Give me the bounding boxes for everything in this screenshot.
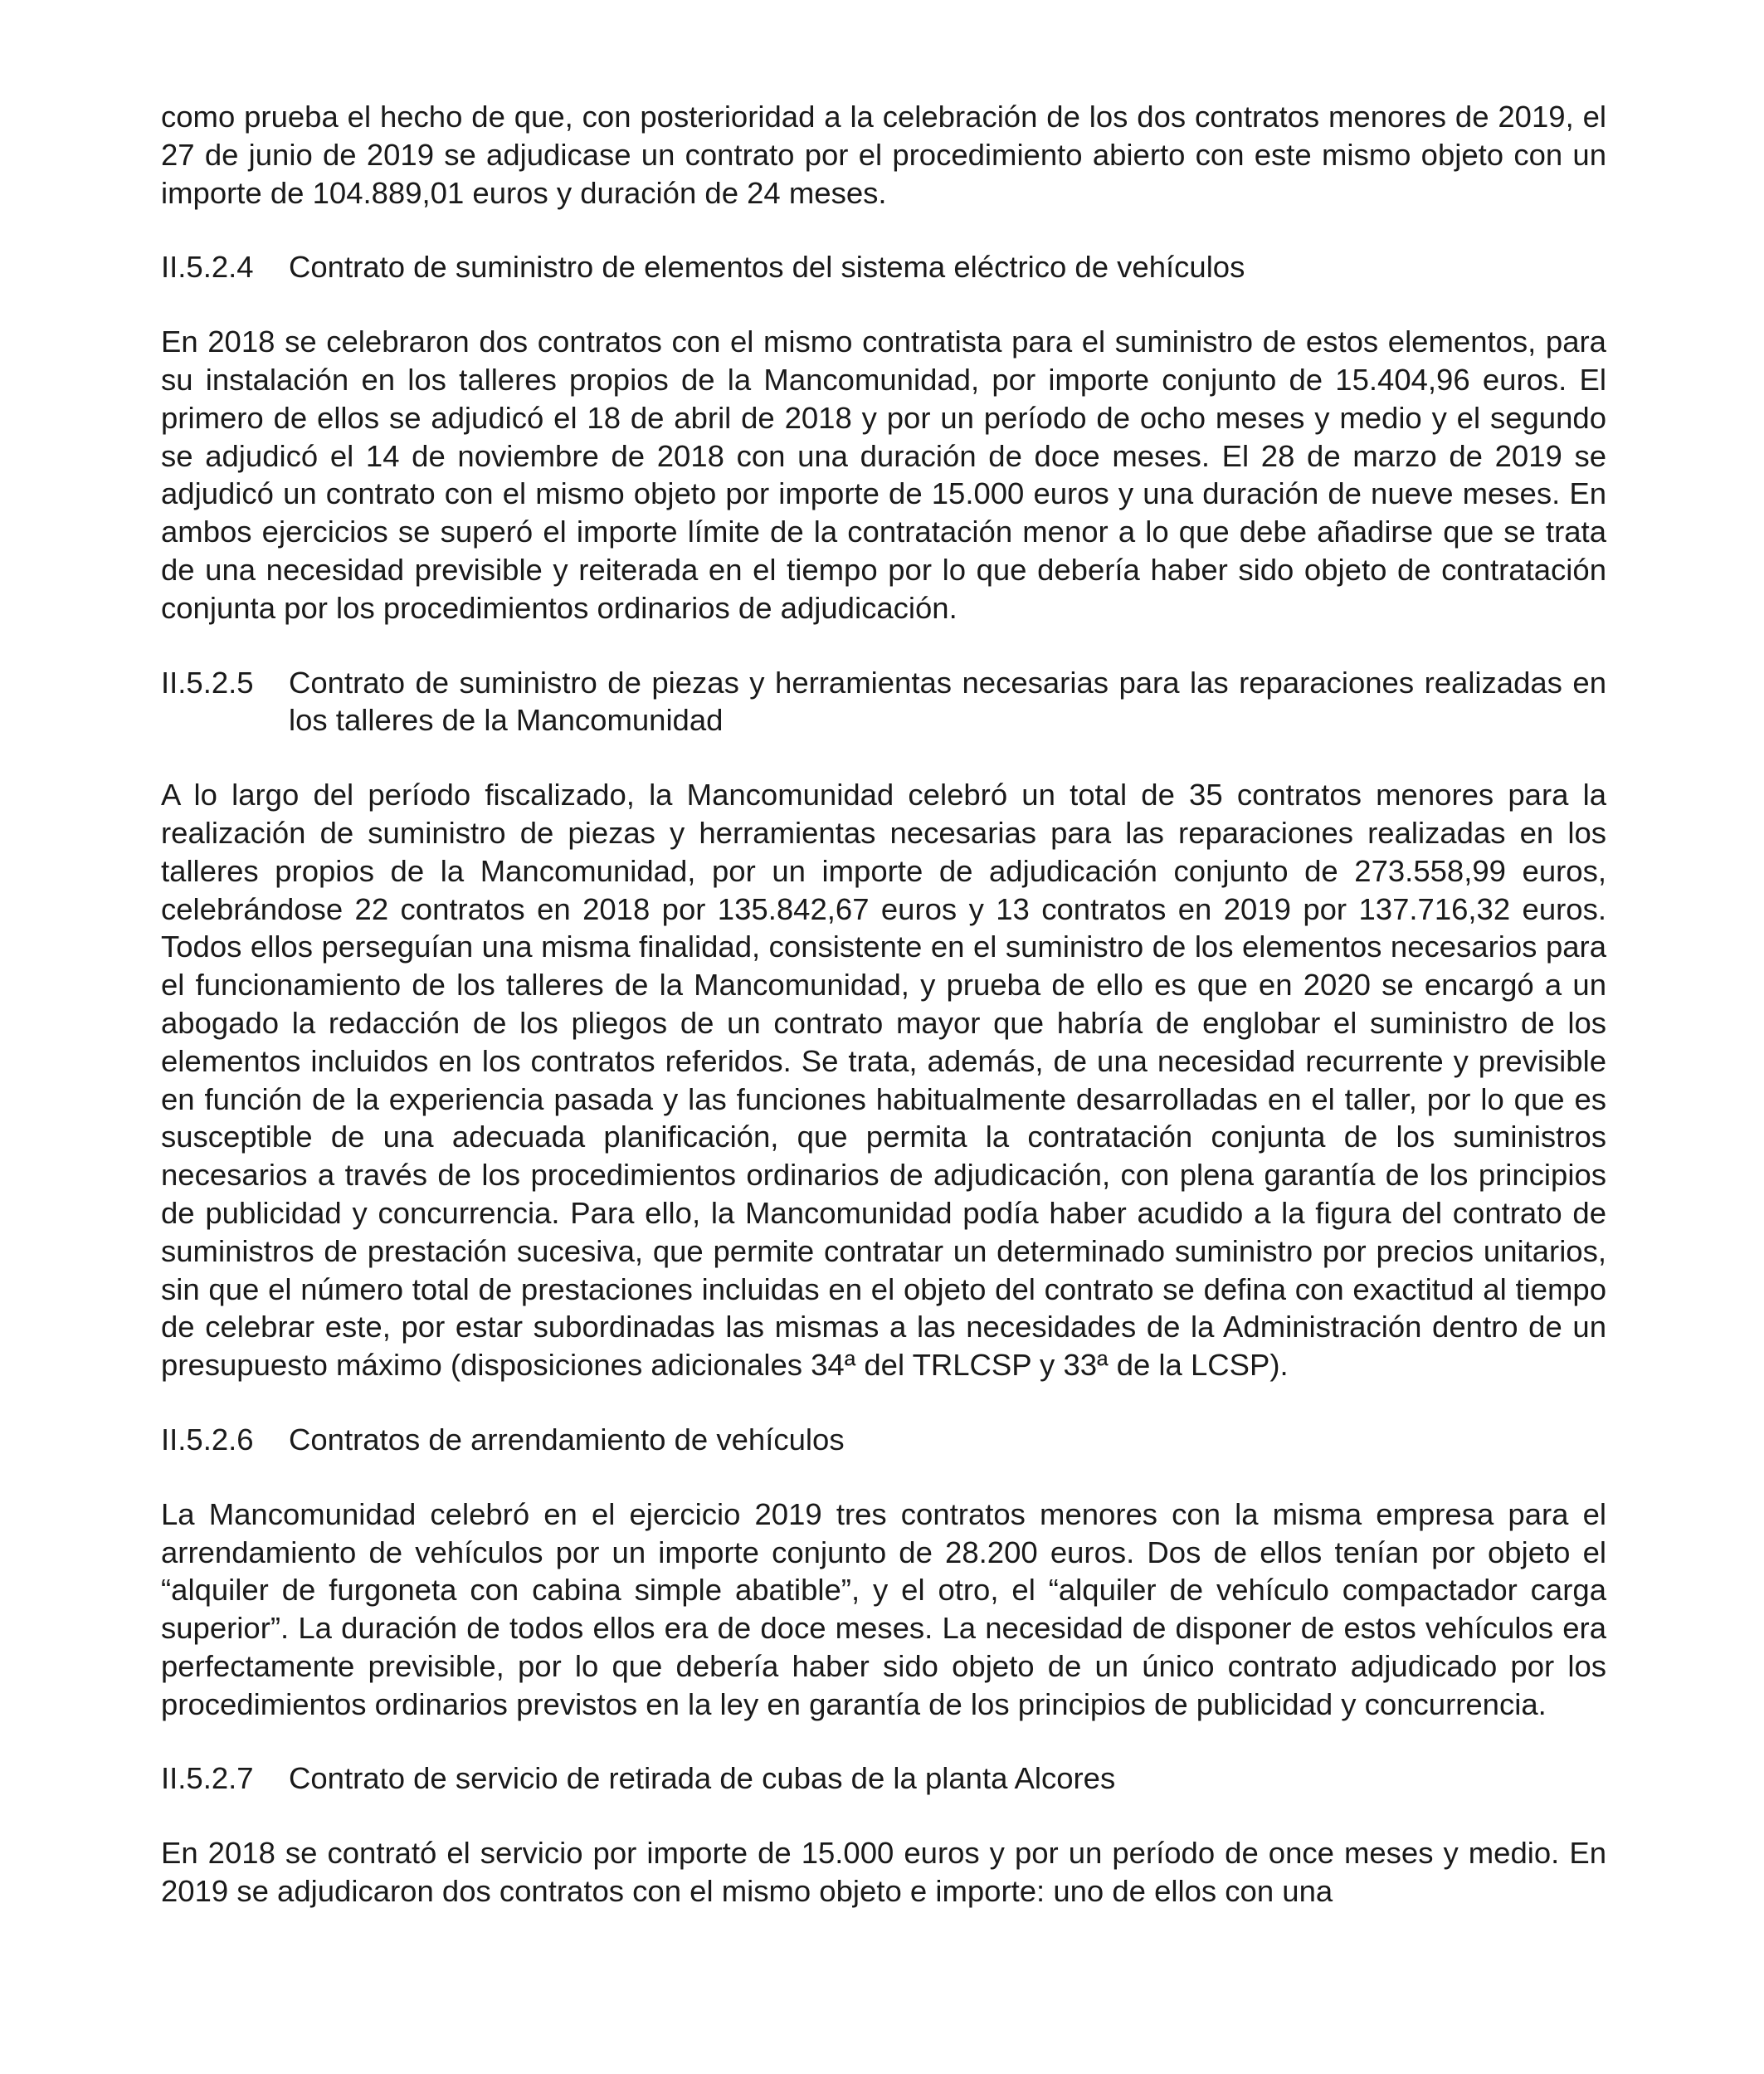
spacer (161, 212, 1606, 248)
spacer (161, 1798, 1606, 1834)
section-number: II.5.2.6 (161, 1422, 254, 1457)
section-number: II.5.2.7 (161, 1761, 254, 1796)
paragraph-electrical-supply: En 2018 se celebraron dos contratos con el mismo contratista para el suministro de estos elementos, para su instalación en los talleres propios de la Mancomunidad, por importe conjunto de 15.404,96 euros. El primero de ellos se adjudicó el 18 de abril de 2018 y por un período de ocho meses y medio y el segundo se adjudicó el 14 de noviembre de 2018 con una duración de doce meses. El 28 de marzo de 2019 se adjudicó un contrato con el mismo objeto por importe de 15.000 euros y una duración de nueve meses. En ambos ejercicios se superó el importe límite de la contratación menor a lo que debe añadirse que se trata de una necesidad previsible y reiterada en el tiempo por lo que debería haber sido objeto de contratación conjunta por los procedimientos ordinarios de adjudicación. (161, 325, 1606, 625)
spacer (161, 1384, 1606, 1421)
section-heading-ii-5-2-6 (161, 1421, 1606, 1459)
spacer (161, 286, 1606, 323)
paragraph-continuation: como prueba el hecho de que, con posterioridad a la celebración de los dos contratos menores de 2019, el 27 de junio de 2019 se adjudicase un contrato por el procedimiento abierto con este mismo objeto con un importe de 104.889,01 euros y duración de 24 meses. (161, 100, 1606, 210)
spacer (161, 1723, 1606, 1759)
paragraph-parts-tools: A lo largo del período fiscalizado, la Mancomunidad celebró un total de 35 contratos menores para la realización de suministro de piezas y herramientas necesarias para las reparaciones realizadas en los talleres propios de la Mancomunidad, por un importe de adjudicación conjunto de 273.558,99 euros, celebrándose 22 contratos en 2018 por 135.842,67 euros y 13 contratos en 2019 por 137.716,32 euros. Todos ellos perseguían una misma finalidad, consistente en el suministro de los elementos necesarios para el funcionamiento de los talleres de la Mancomunidad, y prueba de ello es que en 2020 se encargó a un abogado la redacción de los pliegos de un contrato mayor que habría de englobar el suministro de los elementos incluidos en los contratos referidos. Se trata, además, de una necesidad recurrente y previsible en función de la experiencia pasada y las funciones habitualmente desarrolladas en el taller, por lo que es susceptible de una adecuada planificación, que permita la contratación conjunta de los suministros necesarios a través de los procedimientos ordinarios de adjudicación, con plena garantía de los principios de publicidad y concurrencia. Para ello, la Mancomunidad podía haber acudido a la figura del contrato de suministros de prestación sucesiva, que permite contratar un determinado suministro por precios unitarios, sin que el número total de prestaciones incluidas en el objeto del contrato se defina con exactitud al tiempo de celebrar este, por estar subordinadas las mismas a las necesidades de la Administración dentro de un presupuesto máximo (disposiciones adicionales 34ª del TRLCSP y 33ª de la LCSP). (161, 778, 1606, 1383)
section-title: Contratos de arrendamiento de vehículos (289, 1422, 845, 1457)
paragraph-vehicle-rental: La Mancomunidad celebró en el ejercicio 2019 tres contratos menores con la misma empresa para el arrendamiento de vehículos por un importe conjunto de 28.200 euros. Dos de ellos tenían por objeto el “alquiler de furgoneta con cabina simple abatible”, y el otro, el “alquiler de vehículo compactador carga superior”. La duración de todos ellos era de doce meses. La necesidad de disponer de estos vehículos era perfectamente previsible, por lo que debería haber sido objeto de un único contrato adjudicado por los procedimientos ordinarios previstos en la ley en garantía de los principios de publicidad y concurrencia. (161, 1496, 1606, 1721)
section-heading-ii-5-2-4 (161, 248, 1606, 286)
paragraph-waste-bins: En 2018 se contrató el servicio por importe de 15.000 euros y por un período de once meses y medio. En 2019 se adjudicaron dos contratos con el mismo objeto e importe: uno de ellos con una (161, 1836, 1606, 1909)
section-number: II.5.2.4 (161, 250, 254, 285)
section-number: II.5.2.5 (161, 665, 254, 700)
spacer (161, 1459, 1606, 1496)
section-title: Contrato de servicio de retirada de cubas de la planta Alcores (289, 1761, 1116, 1796)
section-title: Contrato de suministro de elementos del sistema eléctrico de vehículos (289, 250, 1245, 285)
section-heading-ii-5-2-7 (161, 1759, 1606, 1798)
spacer (161, 739, 1606, 776)
section-title: Contrato de suministro de piezas y herramientas necesarias para las reparaciones realizadas en los talleres de la Mancomunidad (289, 665, 1606, 738)
spacer (161, 627, 1606, 664)
section-heading-ii-5-2-5 (161, 664, 1606, 740)
document-page (161, 98, 1606, 1911)
